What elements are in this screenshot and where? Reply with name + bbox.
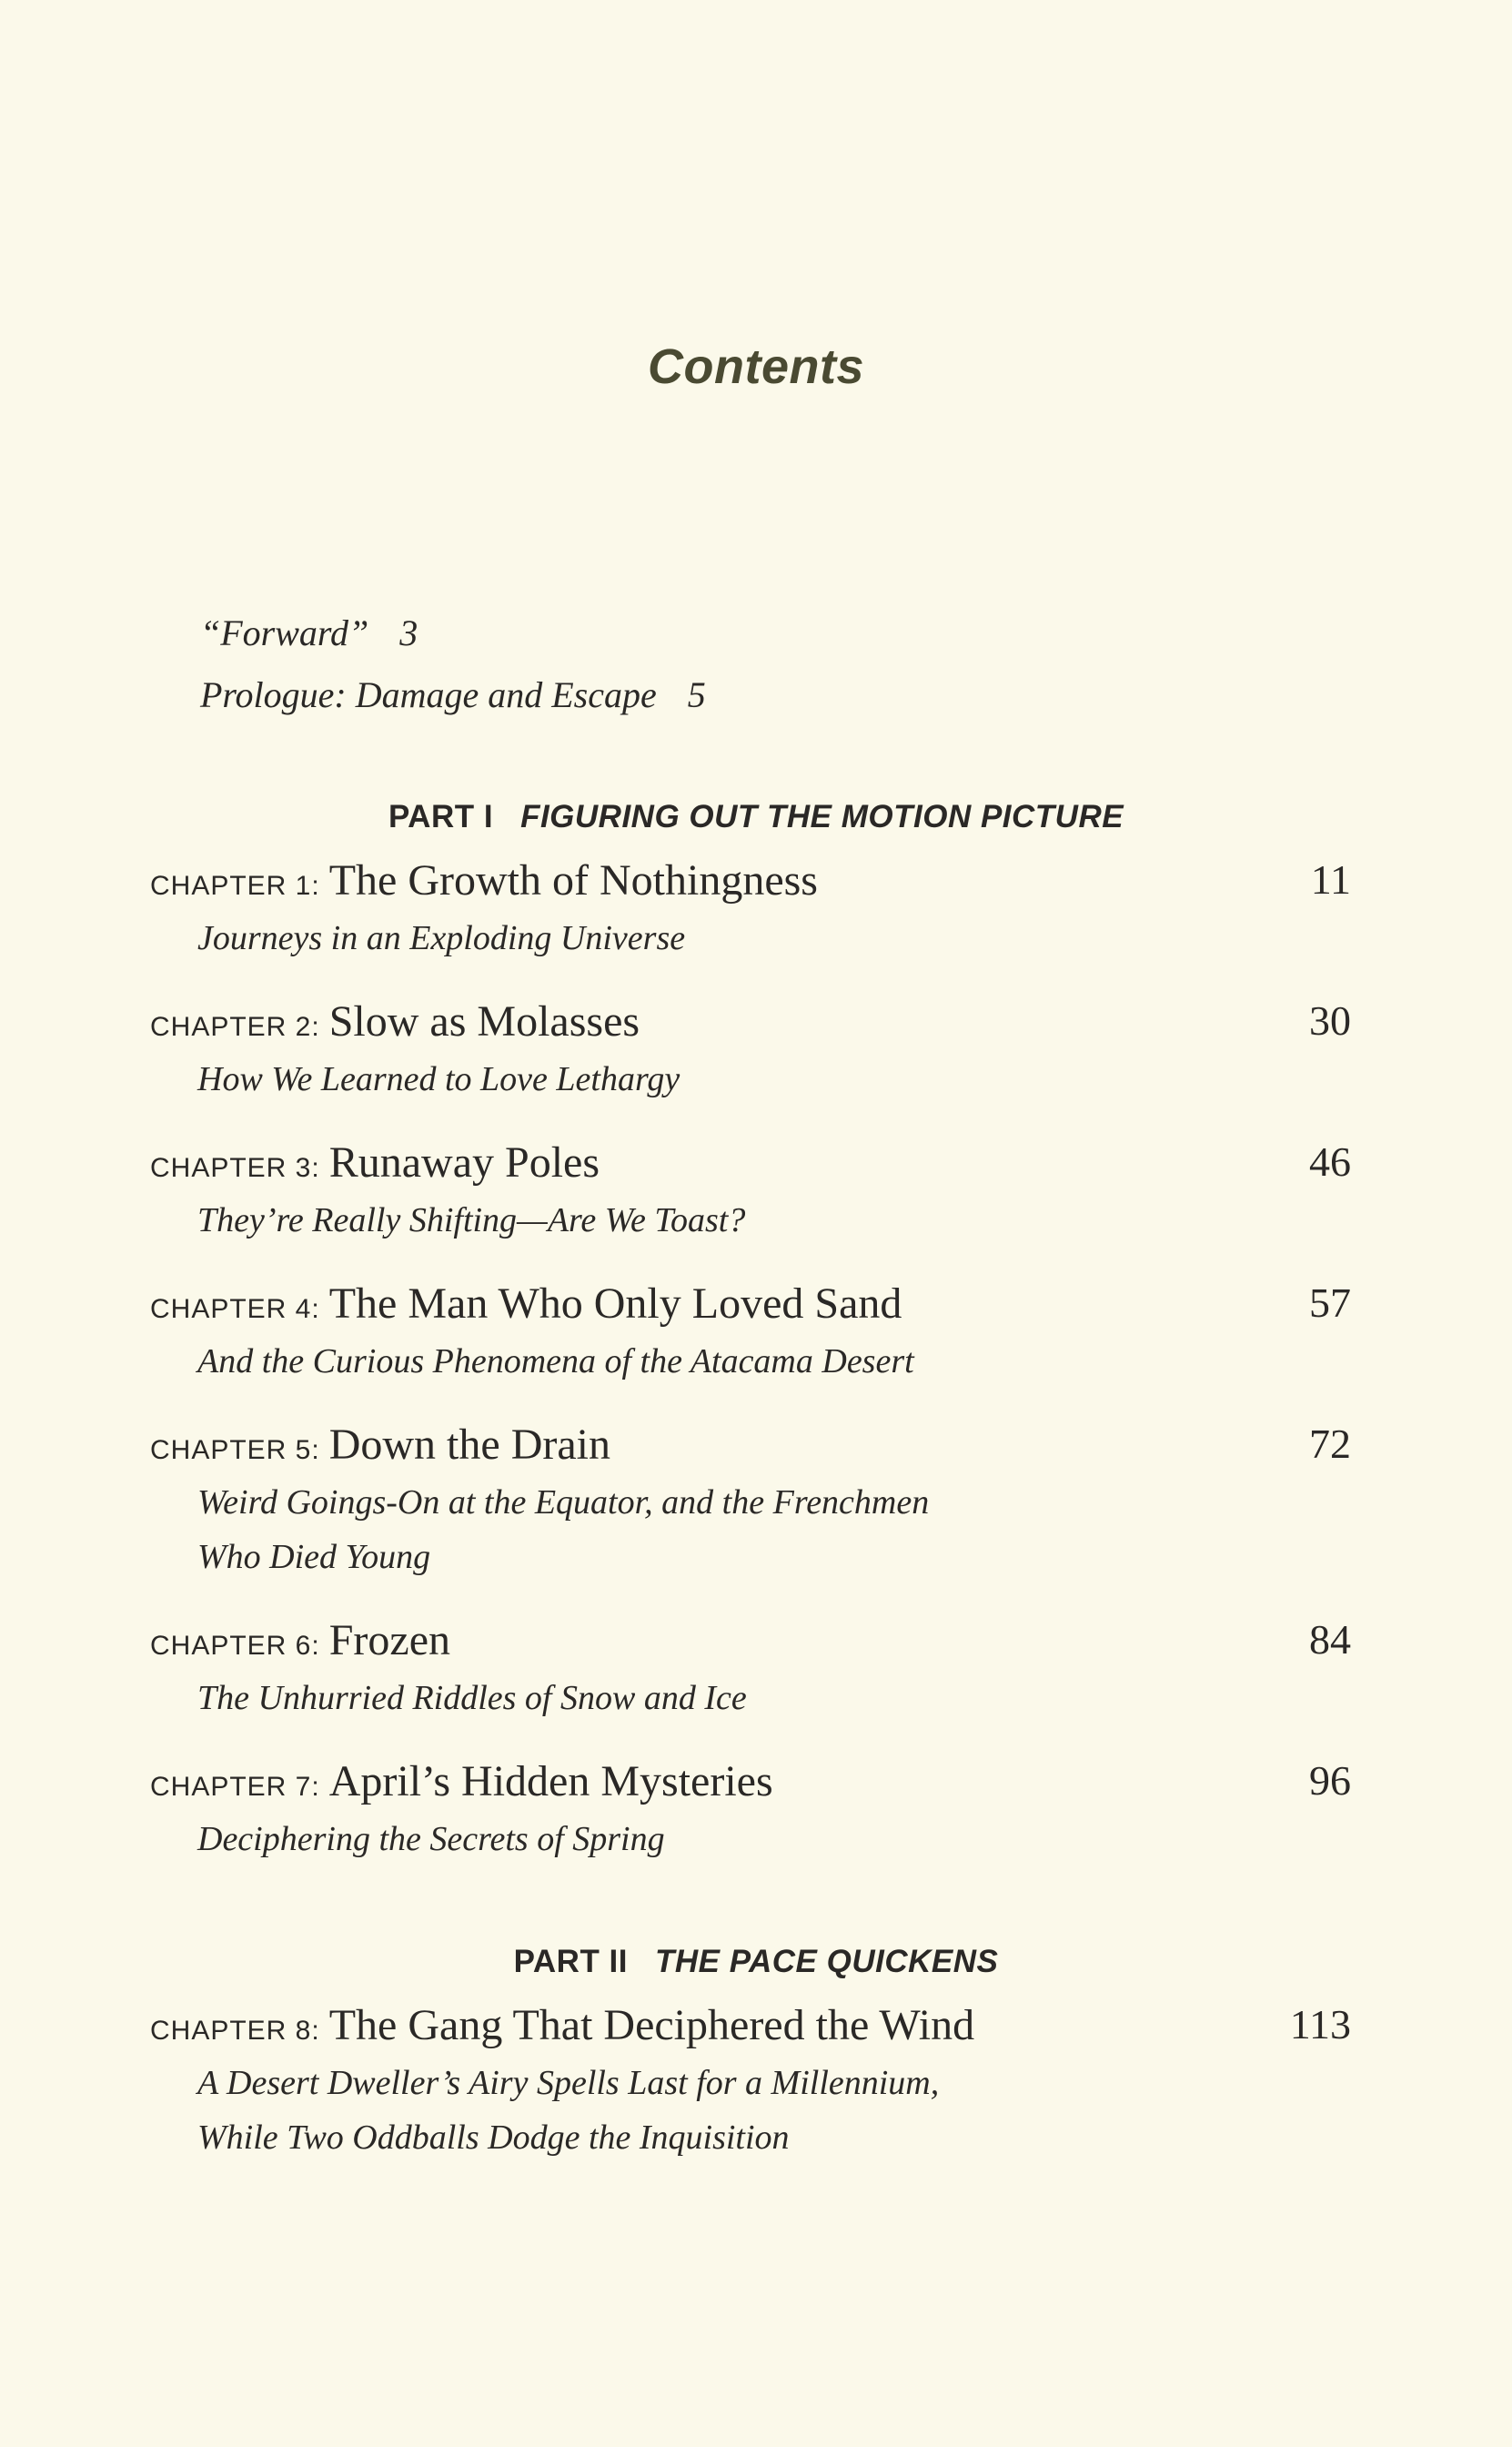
chapter-entry xyxy=(150,996,1351,1106)
chapter-subtitle: Weird Goings-On at the Equator, and the Frenchmen xyxy=(197,1483,930,1522)
front-matter-label: Prologue: Damage and Escape xyxy=(200,674,657,715)
chapter-title: Down the Drain xyxy=(328,1421,610,1469)
part-name: THE PACE QUICKENS xyxy=(655,1944,999,1979)
chapter-title: Frozen xyxy=(328,1616,451,1664)
chapter-label: CHAPTER 2: xyxy=(150,1012,320,1042)
front-matter-entry xyxy=(200,612,418,654)
chapter-entry xyxy=(150,1420,1351,1583)
page-title: Contents xyxy=(648,339,864,394)
chapter-page-number: 11 xyxy=(1310,856,1351,903)
chapter-entry xyxy=(150,1615,1351,1724)
chapter-entry xyxy=(150,855,1351,965)
chapter-subtitle: Deciphering the Secrets of Spring xyxy=(197,1820,665,1858)
part-heading xyxy=(0,799,1512,835)
chapter-title: The Man Who Only Loved Sand xyxy=(328,1279,902,1328)
front-matter-page: 5 xyxy=(687,674,706,715)
chapter-page-number: 30 xyxy=(1309,997,1351,1044)
chapter-label: CHAPTER 3: xyxy=(150,1153,320,1183)
chapter-label: CHAPTER 5: xyxy=(150,1435,320,1465)
chapter-title: April’s Hidden Mysteries xyxy=(328,1757,773,1805)
front-matter-entry xyxy=(200,673,706,716)
chapter-entry xyxy=(150,2000,1351,2164)
chapter-subtitle: They’re Really Shifting—Are We Toast? xyxy=(197,1201,746,1239)
chapter-label: CHAPTER 1: xyxy=(150,871,320,901)
chapter-subtitle: Journeys in an Exploding Universe xyxy=(197,919,686,957)
chapter-page-number: 72 xyxy=(1309,1421,1351,1467)
chapter-page-number: 57 xyxy=(1309,1279,1351,1326)
front-matter-label: “Forward” xyxy=(200,612,369,653)
chapter-page-number: 46 xyxy=(1309,1138,1351,1185)
chapter-title: The Growth of Nothingness xyxy=(328,856,818,905)
chapter-title: Runaway Poles xyxy=(328,1138,600,1187)
chapter-page-number: 84 xyxy=(1309,1616,1351,1663)
part-name: FIGURING OUT THE MOTION PICTURE xyxy=(520,799,1124,834)
chapter-entry xyxy=(150,1279,1351,1388)
chapter-entry xyxy=(150,1756,1351,1866)
chapter-title: The Gang That Deciphered the Wind xyxy=(328,2001,975,2049)
chapter-subtitle: The Unhurried Riddles of Snow and Ice xyxy=(197,1679,747,1717)
chapter-entry xyxy=(150,1138,1351,1247)
chapter-label: CHAPTER 8: xyxy=(150,2016,320,2046)
front-matter-page: 3 xyxy=(399,612,418,653)
chapter-subtitle: While Two Oddballs Dodge the Inquisition xyxy=(197,2118,790,2157)
chapter-subtitle: And the Curious Phenomena of the Atacama Desert xyxy=(197,1342,914,1380)
chapter-label: CHAPTER 7: xyxy=(150,1772,320,1802)
chapter-page-number: 96 xyxy=(1309,1757,1351,1804)
part-number: PART I xyxy=(388,799,494,834)
chapter-subtitle: A Desert Dweller’s Airy Spells Last for a Millennium, xyxy=(197,2064,940,2102)
chapter-page-number: 113 xyxy=(1289,2001,1351,2048)
part-heading xyxy=(0,1944,1512,1980)
part-number: PART II xyxy=(513,1944,628,1979)
chapter-subtitle: Who Died Young xyxy=(197,1538,431,1576)
chapter-label: CHAPTER 4: xyxy=(150,1294,320,1324)
chapter-title: Slow as Molasses xyxy=(328,997,640,1046)
chapter-label: CHAPTER 6: xyxy=(150,1631,320,1661)
chapter-subtitle: How We Learned to Love Lethargy xyxy=(197,1060,680,1098)
